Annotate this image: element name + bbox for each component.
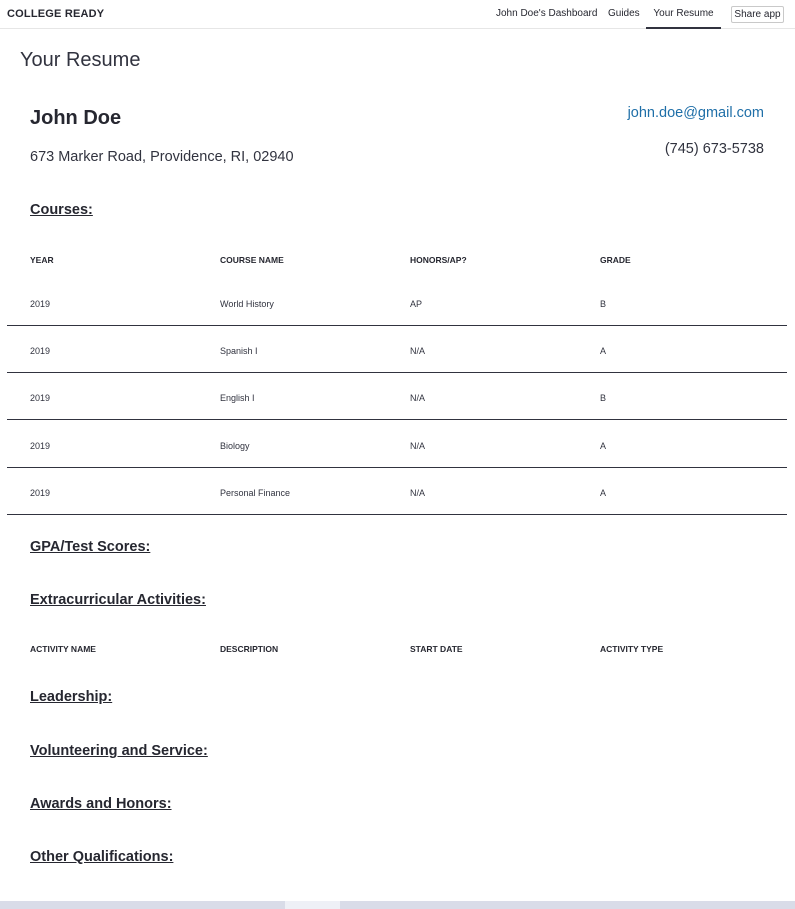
profile-name: John Doe (30, 107, 122, 129)
top-navbar (0, 0, 795, 29)
volunteering-heading: Volunteering and Service: (30, 743, 208, 759)
share-app-button[interactable]: Share app (731, 6, 784, 23)
cell-honors: N/A (410, 346, 426, 356)
cell-honors: N/A (410, 393, 426, 403)
horizontal-scrollbar[interactable] (0, 901, 795, 909)
cell-grade: A (600, 488, 607, 498)
activities-header-name: ACTIVITY NAME (30, 644, 96, 654)
row-divider (7, 325, 787, 326)
extracurricular-heading: Extracurricular Activities: (30, 592, 206, 608)
courses-header-course-name: COURSE NAME (220, 255, 284, 265)
cell-honors: N/A (410, 441, 426, 451)
activities-header-start-date: START DATE (410, 644, 463, 654)
scrollbar-thumb[interactable] (285, 901, 340, 909)
profile-phone: (745) 673-5738 (664, 141, 764, 157)
cell-honors: N/A (410, 488, 426, 498)
cell-course-name: English I (220, 393, 255, 403)
row-divider (7, 419, 787, 420)
row-divider (7, 467, 787, 468)
cell-year: 2019 (30, 488, 51, 498)
cell-year: 2019 (30, 299, 51, 309)
courses-header-grade: GRADE (600, 255, 631, 265)
courses-heading: Courses: (30, 202, 93, 218)
activities-header-type: ACTIVITY TYPE (600, 644, 664, 654)
brand-logo[interactable]: COLLEGE READY (7, 8, 105, 20)
cell-course-name: Biology (220, 441, 250, 451)
row-divider (7, 514, 787, 515)
cell-year: 2019 (30, 441, 51, 451)
page-title: Your Resume (20, 49, 141, 71)
cell-course-name: World History (220, 299, 274, 309)
cell-grade: A (600, 346, 607, 356)
leadership-heading: Leadership: (30, 689, 113, 705)
row-divider (7, 372, 787, 373)
cell-grade: B (600, 299, 607, 309)
profile-address: 673 Marker Road, Providence, RI, 02940 (30, 149, 294, 165)
cell-course-name: Spanish I (220, 346, 258, 356)
cell-year: 2019 (30, 346, 51, 356)
cell-grade: B (600, 393, 607, 403)
courses-header-year: YEAR (30, 255, 54, 265)
other-qualifications-heading: Other Qualifications: (30, 849, 174, 865)
awards-heading: Awards and Honors: (30, 796, 172, 812)
nav-your-resume[interactable]: Your Resume (646, 0, 721, 29)
courses-header-honors: HONORS/AP? (410, 255, 467, 265)
nav-guides[interactable]: Guides (608, 8, 640, 19)
nav-dashboard[interactable]: John Doe's Dashboard (496, 8, 598, 19)
cell-course-name: Personal Finance (220, 488, 291, 498)
cell-grade: A (600, 441, 607, 451)
gpa-heading: GPA/Test Scores: (30, 539, 151, 555)
cell-year: 2019 (30, 393, 51, 403)
profile-email-link[interactable]: john.doe@gmail.com (627, 105, 764, 121)
cell-honors: AP (410, 299, 423, 309)
activities-header-description: DESCRIPTION (220, 644, 279, 654)
